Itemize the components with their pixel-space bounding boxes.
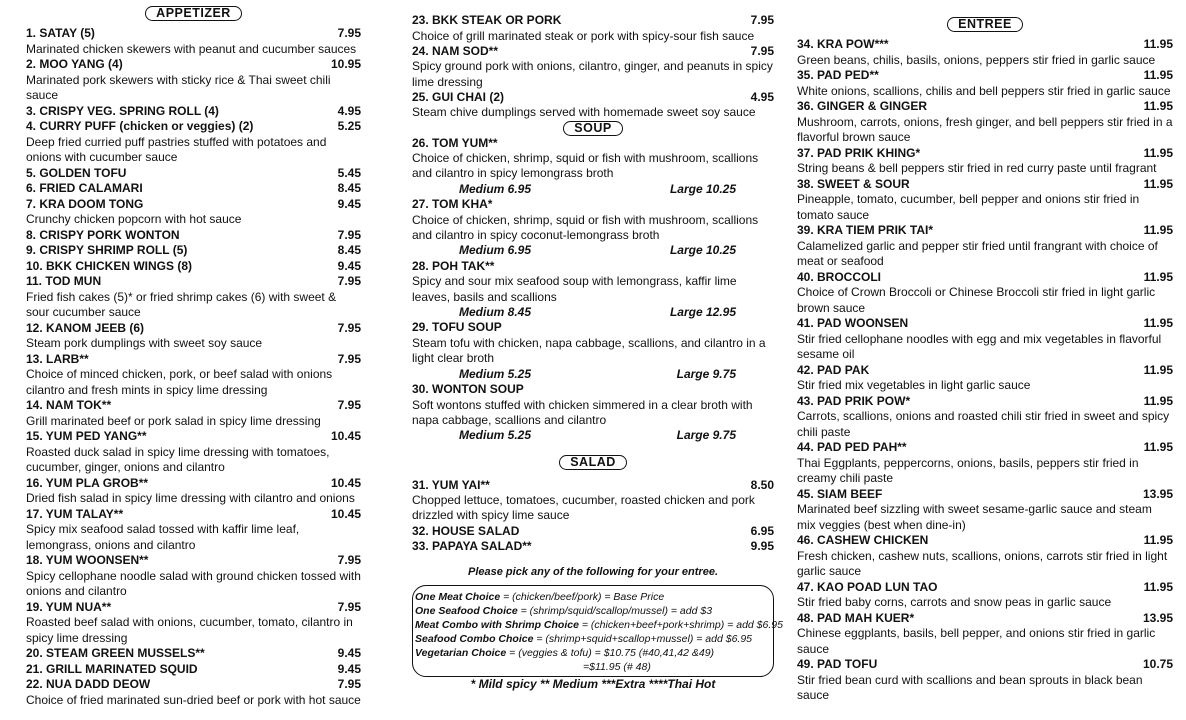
soup-item-description: Soft wontons stuffed with chicken simmered in a clear broth with napa cabbage, scallions and cilantro (412, 397, 753, 427)
menu-item-name: 42. PAD PAK (797, 362, 870, 377)
soup-medium-price: Medium 5.25 (459, 428, 532, 443)
menu-item (26, 429, 361, 476)
menu-item-description: Choice of minced chicken, pork, or beef salad with onions cilantro and fresh mints in spicy lime dressing (26, 367, 333, 397)
menu-item (412, 524, 774, 540)
menu-item-price: 9.45 (337, 258, 361, 273)
menu-item-description: Chinese eggplants, basils, bell pepper, and onions stir fried in garlic sauce (797, 626, 1156, 656)
menu-item (26, 476, 361, 507)
menu-item-head (26, 398, 361, 414)
soup-item-description: Choice of chicken, shrimp, squid or fish with mushroom, scallions and cilantro in spicy lemongrass broth (412, 151, 759, 181)
soup-medium-price: Medium 6.95 (459, 243, 532, 258)
choice-text: = (chicken/beef/pork) = Base Price (500, 590, 665, 603)
menu-item-price: 13.95 (1142, 610, 1173, 625)
menu-item-head (26, 57, 361, 73)
menu-item-head (797, 146, 1173, 162)
choice-label: One Seafood Choice (415, 604, 518, 617)
menu-item-name: 11. TOD MUN (26, 274, 102, 288)
menu-item-head (26, 166, 361, 182)
menu-item-name: 12. KANOM JEEB (6) (26, 320, 145, 335)
menu-item-name: 6. FRIED CALAMARI (26, 181, 143, 195)
menu-item-description: Green beans, chilis, basils, onions, peppers stir fried in garlic sauce (797, 52, 1156, 67)
entree-column (797, 0, 1173, 704)
menu-item-name: 25. GUI CHAI (2) (412, 89, 505, 104)
soup-item-description: Spicy and sour mix seafood soup with lemongrass, kaffir lime leaves, basils and scallions (412, 274, 737, 304)
menu-item-name: 31. YUM YAI** (412, 477, 490, 492)
choice-label: Seafood Combo Choice (415, 632, 534, 645)
menu-item-head (26, 476, 361, 492)
soup-item-name: 30. WONTON SOUP (412, 382, 524, 397)
menu-item (26, 166, 361, 182)
menu-item-price: 7.95 (337, 274, 361, 288)
soup-item-head (412, 136, 774, 152)
soup-item-head (412, 197, 774, 213)
menu-item-description: Thai Eggplants, peppercorns, onions, basils, peppers stir fried in creamy chili paste (797, 455, 1139, 485)
menu-item (26, 243, 361, 259)
menu-item-name: 43. PAD PRIK POW* (797, 393, 911, 408)
menu-item-name: 19. YUM NUA** (26, 599, 112, 614)
choice-line (413, 604, 773, 618)
menu-item-head (797, 68, 1173, 84)
menu-item-price: 9.45 (337, 646, 361, 660)
menu-item-name: 38. SWEET & SOUR (797, 176, 910, 191)
menu-item-description: Steam pork dumplings with sweet soy sauce (26, 336, 263, 350)
menu-item (797, 657, 1173, 704)
menu-item-price: 13.95 (1142, 486, 1173, 501)
menu-item-price: 11.95 (1143, 362, 1173, 377)
menu-item (26, 321, 361, 352)
menu-item-description: Roasted duck salad in spicy lime dressing with tomatoes, cucumber, ginger, onions and cilantro (26, 444, 330, 474)
menu-item-head (26, 600, 361, 616)
soup-large-price: Large 10.25 (669, 181, 736, 196)
menu-item (26, 600, 361, 647)
menu-item-head (412, 90, 774, 106)
menu-item (797, 177, 1173, 224)
menu-item-head (797, 37, 1173, 53)
menu-item (26, 662, 361, 678)
menu-item-name: 14. NAM TOK** (26, 398, 112, 412)
menu-item-head (797, 533, 1173, 549)
menu-item-description: Grill marinated beef or pork salad in spicy lime dressing (26, 413, 321, 428)
soup-item-head (412, 259, 774, 275)
menu-item (797, 37, 1173, 68)
soup-item-description: Steam tofu with chicken, napa cabbage, scallions, and cilantro in a light clear broth (412, 335, 766, 366)
soup-item (412, 320, 774, 382)
soup-medium-price: Medium 5.25 (459, 366, 532, 381)
menu-item-price: 8.45 (337, 181, 361, 195)
soup-item-head (412, 320, 774, 336)
menu-item-description: Roasted beef salad with onions, cucumber, tomato, cilantro in spicy lime dressing (26, 615, 353, 645)
menu-item (26, 119, 361, 166)
menu-item-price: 7.95 (337, 553, 361, 567)
soup-sizes (412, 367, 774, 383)
menu-item (797, 99, 1173, 146)
menu-item (26, 104, 361, 120)
choice-line (413, 590, 773, 604)
menu-item-name: 13. LARB** (26, 351, 89, 366)
menu-item-price: 11.95 (1143, 579, 1173, 594)
menu-item-description: Spicy ground pork with onions, cilantro, ginger, and peanuts in spicy lime dressing (412, 59, 773, 89)
menu-item-head (26, 321, 361, 337)
salad-header (412, 454, 774, 472)
menu-item-name: 5. GOLDEN TOFU (26, 165, 127, 180)
menu-item (797, 223, 1173, 270)
menu-item (412, 44, 774, 90)
choice-label: Meat Combo with Shrimp Choice (415, 618, 579, 631)
menu-item-name: 39. KRA TIEM PRIK TAI* (797, 223, 934, 237)
menu-item (797, 611, 1173, 658)
menu-item-name: 21. GRILL MARINATED SQUID (26, 661, 198, 676)
soup-item-name: 29. TOFU SOUP (412, 320, 502, 335)
menu-item (26, 57, 361, 104)
menu-item (26, 352, 361, 399)
menu-item-price: 11.95 (1143, 176, 1173, 191)
menu-item-name: 8. CRISPY PORK WONTON (26, 227, 180, 242)
choice-line (413, 618, 783, 632)
menu-item-head (26, 181, 361, 197)
menu-item-head (412, 539, 774, 555)
menu-item-head (26, 197, 361, 213)
menu-item-price: 7.95 (337, 398, 361, 412)
menu-item-price: 11.95 (1143, 393, 1173, 408)
menu-item-price: 10.95 (330, 57, 361, 71)
menu-item-price: 10.45 (330, 506, 361, 521)
menu-item-name: 33. PAPAYA SALAD** (412, 539, 532, 554)
entree-header (797, 0, 1173, 37)
menu-item-description: Spicy mix seafood salad tossed with kaffir lime leaf, lemongrass, onions and cilantro (26, 522, 300, 552)
menu-item-price: 11.95 (1143, 440, 1173, 454)
soup-title: SOUP (563, 121, 622, 136)
menu-item (797, 533, 1173, 580)
menu-item (26, 259, 361, 275)
menu-item-price: 9.45 (337, 661, 361, 676)
soup-sizes (412, 182, 774, 198)
menu-item-head (26, 274, 361, 290)
menu-item-description: String beans & bell peppers stir fried in red curry paste until fragrant (797, 161, 1157, 175)
menu-item (797, 68, 1173, 99)
soup-item (412, 197, 774, 259)
menu-item (26, 197, 361, 228)
menu-item-head (797, 99, 1173, 115)
menu-item-price: 9.45 (337, 196, 361, 211)
appetizer-header (26, 0, 361, 26)
menu-item-name: 18. YUM WOONSEN** (26, 553, 149, 567)
menu-item-name: 10. BKK CHICKEN WINGS (8) (26, 258, 193, 273)
soup-large-price: Large 12.95 (669, 304, 736, 319)
menu-item (26, 677, 361, 708)
soup-large-price: Large 10.25 (669, 243, 736, 258)
choices-box (412, 585, 783, 677)
menu-item (412, 539, 774, 555)
menu-item-head (412, 478, 774, 494)
menu-item-head (797, 611, 1173, 627)
menu-item-price: 7.95 (337, 677, 361, 691)
menu-item-description: White onions, scallions, chilis and bell peppers stir fried in garlic sauce (797, 83, 1171, 98)
menu-item-description: Choice of grill marinated steak or pork with spicy-sour fish sauce (412, 28, 755, 43)
menu-item (797, 146, 1173, 177)
menu-item-price: 4.95 (750, 89, 774, 104)
menu-item-price: 6.95 (750, 523, 774, 538)
menu-item-head (26, 507, 361, 523)
appetizer-list-continued (412, 0, 774, 121)
menu-item-name: 16. YUM PLA GROB** (26, 475, 149, 490)
menu-item-name: 15. YUM PED YANG** (26, 429, 147, 443)
menu-item-head (797, 270, 1173, 286)
menu-item-name: 37. PAD PRIK KHING* (797, 145, 921, 160)
menu-item-name: 3. CRISPY VEG. SPRING ROLL (4) (26, 103, 219, 118)
menu-item-price: 11.95 (1143, 37, 1173, 51)
menu-item (797, 440, 1173, 487)
menu-item-head (797, 223, 1173, 239)
soup-item-head (412, 382, 774, 398)
menu-item-description: Stir fried baby corns, carrots and snow peas in garlic sauce (797, 595, 1112, 609)
menu-item (412, 90, 774, 121)
menu-item-description: Marinated pork skewers with sticky rice & Thai sweet chili sauce (26, 72, 331, 102)
menu-item-price: 10.75 (1142, 657, 1173, 671)
choice-label: Vegetarian Choice (415, 646, 507, 659)
menu-item-price: 7.95 (750, 13, 774, 27)
menu-item-description: Dried fish salad in spicy lime dressing with cilantro and onions (26, 491, 355, 505)
menu-item-price: 11.95 (1143, 145, 1173, 160)
choice-extra: =$11.95 (# 48) (583, 660, 651, 673)
menu-item-head (797, 177, 1173, 193)
menu-item-description: Carrots, scallions, onions and roasted chili stir fried in sweet and spicy chili paste (797, 409, 1170, 439)
menu-item-price: 8.50 (750, 477, 774, 492)
menu-item-price: 4.95 (337, 103, 361, 118)
menu-item-price: 11.95 (1143, 316, 1173, 330)
menu-item-name: 46. CASHEW CHICKEN (797, 533, 929, 547)
menu-item (26, 274, 361, 321)
menu-item-description: Pineapple, tomato, cucumber, bell pepper and onions stir fried in tomato sauce (797, 192, 1140, 222)
salad-list (412, 478, 774, 555)
soup-list (412, 136, 774, 444)
menu-item-name: 20. STEAM GREEN MUSSELS** (26, 646, 205, 660)
menu-item-price: 11.95 (1143, 99, 1173, 113)
menu-item-price: 11.95 (1143, 223, 1173, 237)
entree-list (797, 37, 1173, 704)
menu-item-head (412, 44, 774, 60)
menu-item-name: 34. KRA POW*** (797, 37, 889, 51)
menu-item-description: Choice of fried marinated sun-dried beef or pork with hot sauce (26, 692, 361, 707)
menu-item-description: Stir fried mix vegetables in light garlic sauce (797, 378, 1031, 392)
menu-item-head (26, 677, 361, 693)
soup-item-name: 27. TOM KHA* (412, 197, 493, 212)
soup-medium-price: Medium 8.45 (459, 304, 532, 319)
menu-item-description: Mushroom, carrots, onions, fresh ginger, and bell peppers stir fried in a flavorful brown sauce (797, 114, 1173, 144)
menu-item (797, 316, 1173, 363)
soup-large-price: Large 9.75 (676, 366, 736, 381)
menu-item-head (26, 553, 361, 569)
soup-item (412, 382, 774, 444)
appetizer-column (26, 0, 361, 708)
soup-item (412, 136, 774, 198)
menu-item-head (797, 580, 1173, 596)
choice-label: One Meat Choice (415, 590, 501, 603)
menu-item-name: 4. CURRY PUFF (chicken or veggies) (2) (26, 119, 254, 133)
choice-line (413, 632, 773, 646)
appetizer-list (26, 26, 361, 708)
menu-item-head (26, 429, 361, 445)
menu-item (797, 363, 1173, 394)
menu-item (797, 394, 1173, 441)
menu-item-price: 11.95 (1143, 68, 1173, 82)
appetizer-title: APPETIZER (145, 6, 242, 21)
menu-item-name: 24. NAM SOD** (412, 43, 499, 58)
menu-item-price: 10.45 (330, 429, 361, 443)
menu-item-name: 1. SATAY (5) (26, 26, 95, 40)
menu-item-name: 2. MOO YANG (4) (26, 57, 123, 71)
menu-item-price: 11.95 (1143, 269, 1173, 284)
menu-item-head (26, 119, 361, 135)
menu-item-head (26, 352, 361, 368)
menu-item-price: 8.45 (337, 243, 361, 257)
salad-title: SALAD (559, 455, 627, 470)
menu-item-name: 7. KRA DOOM TONG (26, 196, 144, 211)
menu-item-head (26, 104, 361, 120)
menu-item-head (797, 440, 1173, 456)
menu-item-name: 36. GINGER & GINGER (797, 99, 928, 113)
menu-item-name: 23. BKK STEAK OR PORK (412, 13, 562, 27)
menu-item-head (26, 26, 361, 42)
spice-legend: * Mild spicy ** Medium ***Extra ****Thai Hot (470, 676, 716, 691)
menu-item-name: 22. NUA DADD DEOW (26, 677, 151, 691)
menu-item-head (797, 394, 1173, 410)
menu-item-price: 7.95 (337, 351, 361, 366)
choice-text: = (veggies & tofu) = $10.75 (#40,41,42 &49) (506, 646, 715, 659)
menu-item-name: 40. BROCCOLI (797, 269, 882, 284)
menu-item (26, 228, 361, 244)
menu-item-price: 7.95 (337, 26, 361, 40)
menu-item-name: 44. PAD PED PAH** (797, 440, 907, 454)
menu-item (412, 13, 774, 44)
menu-item-head (26, 243, 361, 259)
menu-item-price: 5.25 (337, 119, 361, 133)
menu-item-description: Marinated beef sizzling with sweet sesame-garlic sauce and steam mix veggies (best when dine-in) (797, 502, 1152, 532)
choices-list (413, 590, 783, 660)
menu-item-description: Steam chive dumplings served with homemade sweet soy sauce (412, 105, 756, 120)
menu-item-name: 35. PAD PED** (797, 68, 879, 82)
menu-item-description: Marinated chicken skewers with peanut and cucumber sauces (26, 41, 357, 56)
menu-item-price: 5.45 (337, 165, 361, 180)
menu-item (797, 270, 1173, 317)
menu-item-head (26, 646, 361, 662)
menu-item (412, 478, 774, 524)
menu-item-description: Stir fried cellophane noodles with egg and mix vegetables in flavorful sesame oil (797, 331, 1162, 361)
choice-text: = (shrimp/squid/scallop/mussel) = add $3 (517, 604, 713, 617)
menu-item (26, 26, 361, 57)
menu-item-head (26, 259, 361, 275)
choice-line (413, 646, 773, 660)
menu-item-description: Choice of Crown Broccoli or Chinese Broccoli stir fried in light garlic brown sauce (797, 285, 1156, 315)
menu-item-description: Stir fried bean curd with scallions and bean sprouts in black bean sauce (797, 672, 1143, 702)
menu-item (797, 487, 1173, 534)
menu-item-description: Crunchy chicken popcorn with hot sauce (26, 212, 242, 226)
menu-item-price: 7.95 (750, 43, 774, 58)
menu-item-name: 49. PAD TOFU (797, 657, 878, 671)
menu-item (26, 507, 361, 554)
menu-item (26, 646, 361, 662)
menu-item-price: 7.95 (337, 227, 361, 242)
menu-item-head (797, 487, 1173, 503)
menu-item-description: Chopped lettuce, tomatoes, cucumber, roasted chicken and pork drizzled with spicy lime sauce (412, 493, 755, 523)
soup-sizes (412, 243, 774, 259)
menu-item-head (797, 316, 1173, 332)
choice-text: = (shrimp+squid+scallop+mussel) = add $6.95 (533, 632, 753, 645)
menu-item-description: Calamelized garlic and pepper stir fried until frangrant with choice of meat or seafood (797, 238, 1158, 268)
menu-item (26, 398, 361, 429)
soup-large-price: Large 9.75 (676, 428, 736, 443)
soup-item (412, 259, 774, 321)
menu-item-head (797, 363, 1173, 379)
menu-item-head (26, 662, 361, 678)
menu-item-name: 32. HOUSE SALAD (412, 523, 520, 538)
menu-item-name: 9. CRISPY SHRIMP ROLL (5) (26, 243, 188, 257)
soup-item-description: Choice of chicken, shrimp, squid or fish with mushroom, scallions and cilantro in spicy coconut-lemongrass broth (412, 212, 759, 243)
menu-item-head (412, 13, 774, 29)
menu-item-price: 7.95 (337, 599, 361, 614)
menu-item (26, 181, 361, 197)
choice-text: = (chicken+beef+pork+shrimp) = add $6.95 (578, 618, 783, 631)
menu-item-name: 47. KAO POAD LUN TAO (797, 579, 938, 594)
menu-item-description: Fresh chicken, cashew nuts, scallions, onions, carrots stir fried in light garlic sauce (797, 548, 1168, 578)
soup-sizes (412, 305, 774, 321)
menu-item-head (412, 524, 774, 540)
soup-header (412, 121, 774, 136)
menu-item-head (797, 657, 1173, 673)
pick-note: Please pick any of the following for your entree. (468, 565, 718, 578)
menu-item-name: 17. YUM TALAY** (26, 506, 124, 521)
menu-item (797, 580, 1173, 611)
soup-medium-price: Medium 6.95 (459, 181, 532, 196)
menu-item-description: Spicy cellophane noodle salad with ground chicken tossed with onions and cilantro (26, 568, 361, 598)
middle-column (412, 0, 783, 692)
menu-item-price: 10.45 (330, 475, 361, 490)
menu-item-description: Fried fish cakes (5)* or fried shrimp cakes (6) with sweet & sour cucumber sauce (26, 289, 337, 319)
soup-item-name: 28. POH TAK** (412, 258, 495, 273)
menu-item-name: 48. PAD MAH KUER* (797, 610, 915, 625)
menu-item-price: 11.95 (1143, 533, 1173, 547)
soup-item-name: 26. TOM YUM** (412, 135, 498, 150)
menu-item-price: 7.95 (337, 320, 361, 335)
menu-item-price: 9.95 (750, 539, 774, 554)
menu-item-description: Deep fried curried puff pastries stuffed with potatoes and onions with cucumber sauce (26, 134, 327, 164)
menu-item-head (26, 228, 361, 244)
soup-sizes (412, 428, 774, 444)
entree-title: ENTREE (947, 17, 1023, 32)
menu-item-name: 41. PAD WOONSEN (797, 316, 909, 330)
menu-item-name: 45. SIAM BEEF (797, 486, 883, 501)
menu-item (26, 553, 361, 600)
